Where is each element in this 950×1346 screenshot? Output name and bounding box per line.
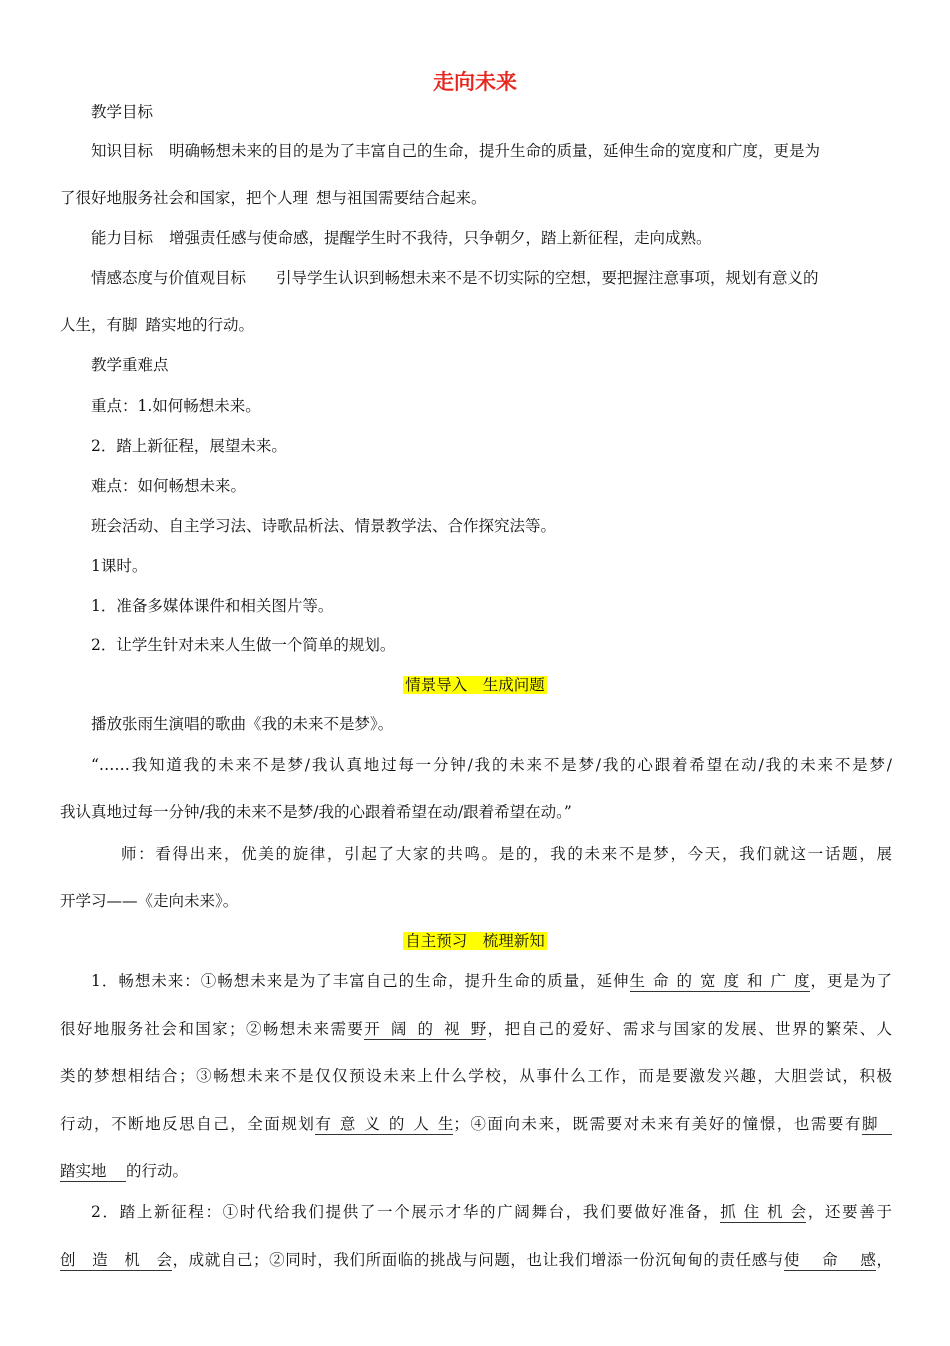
knowledge-goal-line-1	[91, 140, 892, 162]
answer-blank-1: 生命的宽度和广度	[629, 972, 810, 990]
answer-blank-7: 使命感	[783, 1251, 876, 1269]
section-heading-intro: 情景导入 生成问题	[405, 676, 545, 694]
knowledge-goal-text-1: 明确畅想未来的目的是为了丰富自己的生命，提升生命的质量，延伸生命的宽度和广度，更是为	[169, 142, 821, 160]
section-heading-preview: 自主预习 梳理新知	[405, 932, 545, 950]
future-line-3: 类的梦想相结合；③畅想未来不是仅仅预设未来上什么学校，从事什么工作，而是要激发兴趣，大胆尝试，积极	[60, 1067, 892, 1085]
ability-goal-line	[91, 227, 892, 249]
emotion-goal-label: 情感态度与价值观目标	[91, 269, 247, 287]
knowledge-goal-text-2b: 想与祖国需要结合起来。	[316, 189, 487, 207]
difficulty: 难点：如何畅想未来。	[91, 477, 247, 495]
journey-line-1	[91, 1201, 892, 1223]
future-text-1a: 1．畅想未来：①畅想未来是为了丰富自己的生命，提升生命的质量，延伸	[91, 972, 630, 990]
page-title: 走向未来	[433, 70, 517, 94]
teacher-line-1: 师：看得出来，优美的旋律，引起了大家的共鸣。是的，我的未来不是梦，今天，我们就这一话题，展	[121, 845, 892, 863]
knowledge-goal-label: 知识目标	[91, 142, 154, 160]
emotion-goal-line-1	[91, 267, 892, 289]
future-text-4a: 行动，不断地反思自己，全面规划	[60, 1115, 316, 1133]
class-hours: 1课时。	[91, 557, 148, 575]
keypoint-1: 重点：1.如何畅想未来。	[91, 397, 261, 415]
emotion-goal-line-2	[60, 314, 892, 336]
answer-blank-5: 抓住机会	[720, 1203, 807, 1221]
journey-text-1a: 2．踏上新征程：①时代给我们提供了一个展示才华的广阔舞台，我们要做好准备，	[91, 1203, 721, 1221]
future-line-4	[60, 1113, 892, 1135]
future-text-2b: ，把自己的爱好、需求与国家的发展、世界的繁荣、人	[486, 1020, 892, 1038]
preparation-1: 1．准备多媒体课件和相关图片等。	[91, 597, 334, 615]
knowledge-goal-line-2	[60, 187, 892, 209]
answer-blank-4a: 脚	[862, 1114, 892, 1135]
answer-blank-2: 开阔的视野	[364, 1020, 487, 1038]
knowledge-goal-text-2a: 了很好地服务社会和国家，把个人理	[60, 189, 309, 207]
section-heading-intro-wrap	[0, 674, 950, 696]
song-intro: 播放张雨生演唱的歌曲《我的未来不是梦》。	[91, 715, 394, 733]
teaching-methods: 班会活动、自主学习法、诗歌品析法、情景教学法、合作探究法等。	[91, 517, 557, 535]
lyric-line-2: 我认真地过每一分钟/我的未来不是梦/我的心跟着希望在动/跟着希望在动。”	[60, 803, 572, 821]
future-text-4b: ；④面向未来，既需要对未来有美好的憧憬，也需要有	[453, 1115, 862, 1133]
keypoints-heading: 教学重难点	[91, 356, 169, 374]
journey-line-2	[60, 1249, 892, 1271]
journey-text-2b: ，	[875, 1251, 892, 1269]
future-text-2a: 很好地服务社会和国家；②畅想未来需要	[60, 1020, 365, 1038]
section-heading-preview-wrap	[0, 930, 950, 952]
emotion-goal-text-2a: 人生，有脚	[60, 316, 138, 334]
answer-blank-4b: 踏实地	[60, 1161, 126, 1182]
future-line-2	[60, 1018, 892, 1040]
future-text-1b: ，更是为了	[809, 972, 892, 990]
answer-blank-6: 创造机会	[60, 1251, 172, 1269]
preparation-2: 2．让学生针对未来人生做一个简单的规划。	[91, 636, 396, 654]
answer-blank-3: 有意义的人生	[315, 1115, 454, 1133]
goals-heading: 教学目标	[91, 103, 154, 121]
lyric-line-1: “……我知道我的未来不是梦/我认真地过每一分钟/我的未来不是梦/我的心跟着希望在动/我的未来不是梦/	[91, 756, 892, 774]
ability-goal-label: 能力目标	[91, 229, 154, 247]
future-line-1	[91, 970, 892, 992]
emotion-goal-text-2b: 踏实地的行动。	[145, 316, 255, 334]
future-line-5	[60, 1160, 892, 1182]
emotion-goal-text-1: 引导学生认识到畅想未来不是不切实际的空想，要把握注意事项，规划有意义的	[276, 269, 819, 287]
keypoint-2: 2．踏上新征程，展望未来。	[91, 437, 287, 455]
journey-text-2a: ，成就自己；②同时，我们所面临的挑战与问题，也让我们增添一份沉甸甸的责任感与	[172, 1251, 784, 1269]
journey-text-1b: ，还要善于	[806, 1203, 892, 1221]
ability-goal-text: 增强责任感与使命感，提醒学生时不我待，只争朝夕，踏上新征程，走向成熟。	[169, 229, 712, 247]
teacher-line-2: 开学习——《走向未来》。	[60, 892, 239, 910]
future-text-5b: 的行动。	[126, 1162, 189, 1180]
